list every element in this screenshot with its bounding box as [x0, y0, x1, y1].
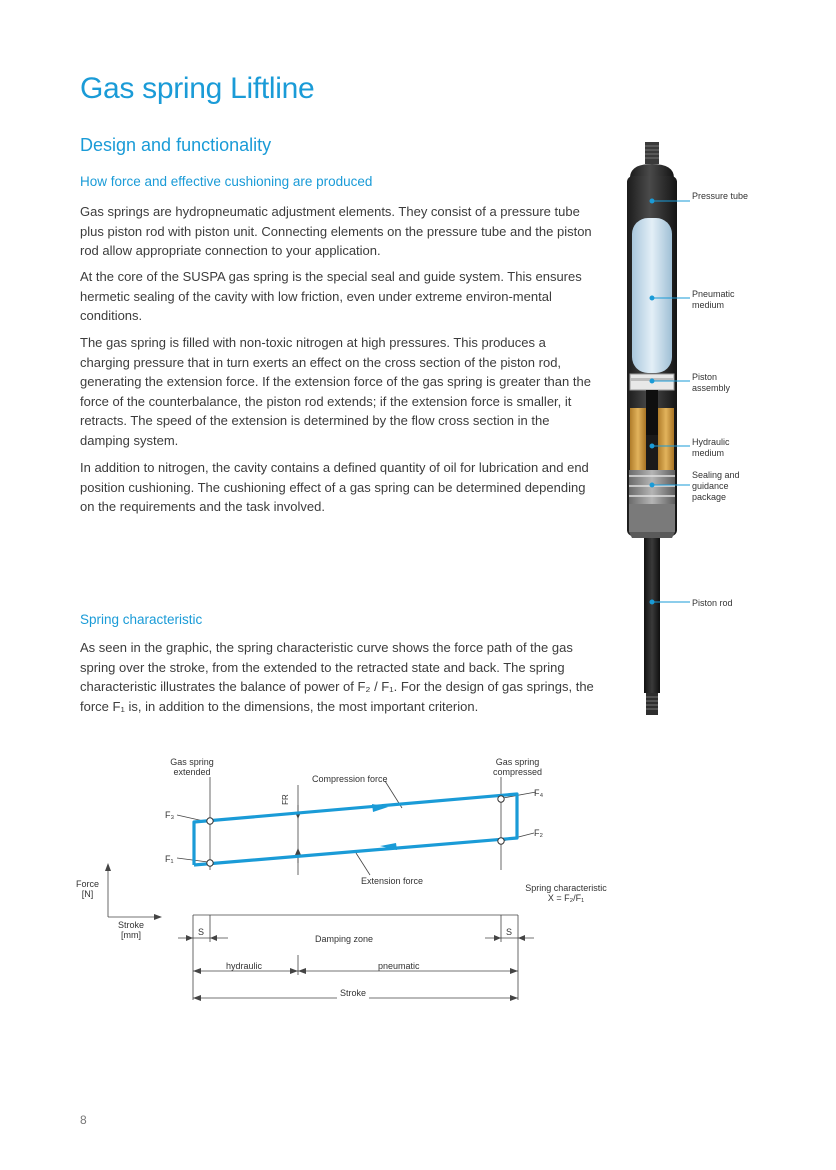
label-compressed-1: Gas spring	[495, 757, 540, 767]
label-f2: F₂	[534, 828, 543, 838]
page-number: 8	[80, 1113, 87, 1127]
label-f4: F₄	[534, 788, 544, 798]
paragraph-seal: At the core of the SUSPA gas spring is the special seal and guide system. This ensures hermetic sealing of the cavity with low friction, even under extreme environ-mental conditions.	[80, 269, 582, 323]
label-extended-2: extended	[173, 767, 211, 777]
label-hydraulic: hydraulic	[226, 961, 263, 971]
label-s-right: S	[506, 927, 513, 937]
label-fr: FR	[280, 794, 290, 805]
label-pneumatic: pneumatic	[378, 961, 420, 971]
label-f3: F₃	[165, 810, 175, 820]
label-piston-rod: Piston rod	[692, 598, 733, 608]
paragraph-intro: Gas springs are hydropneumatic adjustment elements. They consist of a pressure tube plus piston rod with piston unit. Connecting elements on the pressure tube and the piston rod allow appropriate connection to your application.	[80, 204, 592, 258]
paragraph-nitrogen: The gas spring is filled with non-toxic nitrogen at high pressures. This produces a charging pressure that in turn exerts an effect on the cross section of the piston rod, generating the extension force. If the extension force of the gas spring is greater than the force of the counterbalance, the piston rod extends; if the extension force is smaller, it retracts. The speed of the extension is determined by the flow cross section in the damping system.	[80, 335, 591, 448]
label-stroke: Stroke	[337, 988, 369, 999]
label-compression-force: Compression force	[312, 774, 388, 784]
label-compressed-2: compressed	[492, 767, 543, 777]
label-sealing-package: Sealing and guidance package	[692, 470, 740, 502]
label-extended-1: Gas spring	[170, 757, 214, 767]
label-spring-char-2: X = F₂/F₁	[547, 893, 585, 903]
label-pressure-tube: Pressure tube	[692, 191, 749, 201]
label-extension-force: Extension force	[361, 876, 424, 886]
subheading-force: How force and effective cushioning are produced	[80, 174, 373, 189]
label-force-1: Force	[75, 879, 99, 889]
label-pneumatic-medium: Pneumatic medium	[692, 289, 735, 310]
paragraph-oil: In addition to nitrogen, the cavity contains a defined quantity of oil for lubrication and end position cushioning. The cushioning effect of a gas spring can be determined depending on the requirements and the task involved.	[80, 460, 589, 514]
page-title: Gas spring Liftline	[80, 72, 315, 105]
label-hydraulic-medium: Hydraulic medium	[692, 437, 730, 458]
subheading-spring: Spring characteristic	[80, 612, 203, 627]
label-spring-char-1: Spring characteristic	[525, 883, 607, 893]
label-s-left: S	[198, 927, 205, 937]
label-force-2: [N]	[81, 889, 94, 899]
label-damping-zone: Damping zone	[315, 934, 374, 944]
gas-spring-illustration	[600, 140, 836, 725]
paragraph-spring: As seen in the graphic, the spring characteristic curve shows the force path of the gas spring over the stroke, from the extended to the retracted state and back. The spring characteristic illustrates the balance of power of F₂ / F₁. For the design of gas springs, the force F₁ is, in addition to the dimensions, the most important criterion.	[80, 640, 594, 714]
label-stroke-axis-1: Stroke	[117, 920, 144, 930]
section-heading: Design and functionality	[80, 135, 272, 155]
label-piston-assembly: Piston assembly	[692, 372, 731, 393]
label-f1: F₁	[165, 854, 174, 864]
label-stroke-axis-2: [mm]	[121, 930, 141, 940]
